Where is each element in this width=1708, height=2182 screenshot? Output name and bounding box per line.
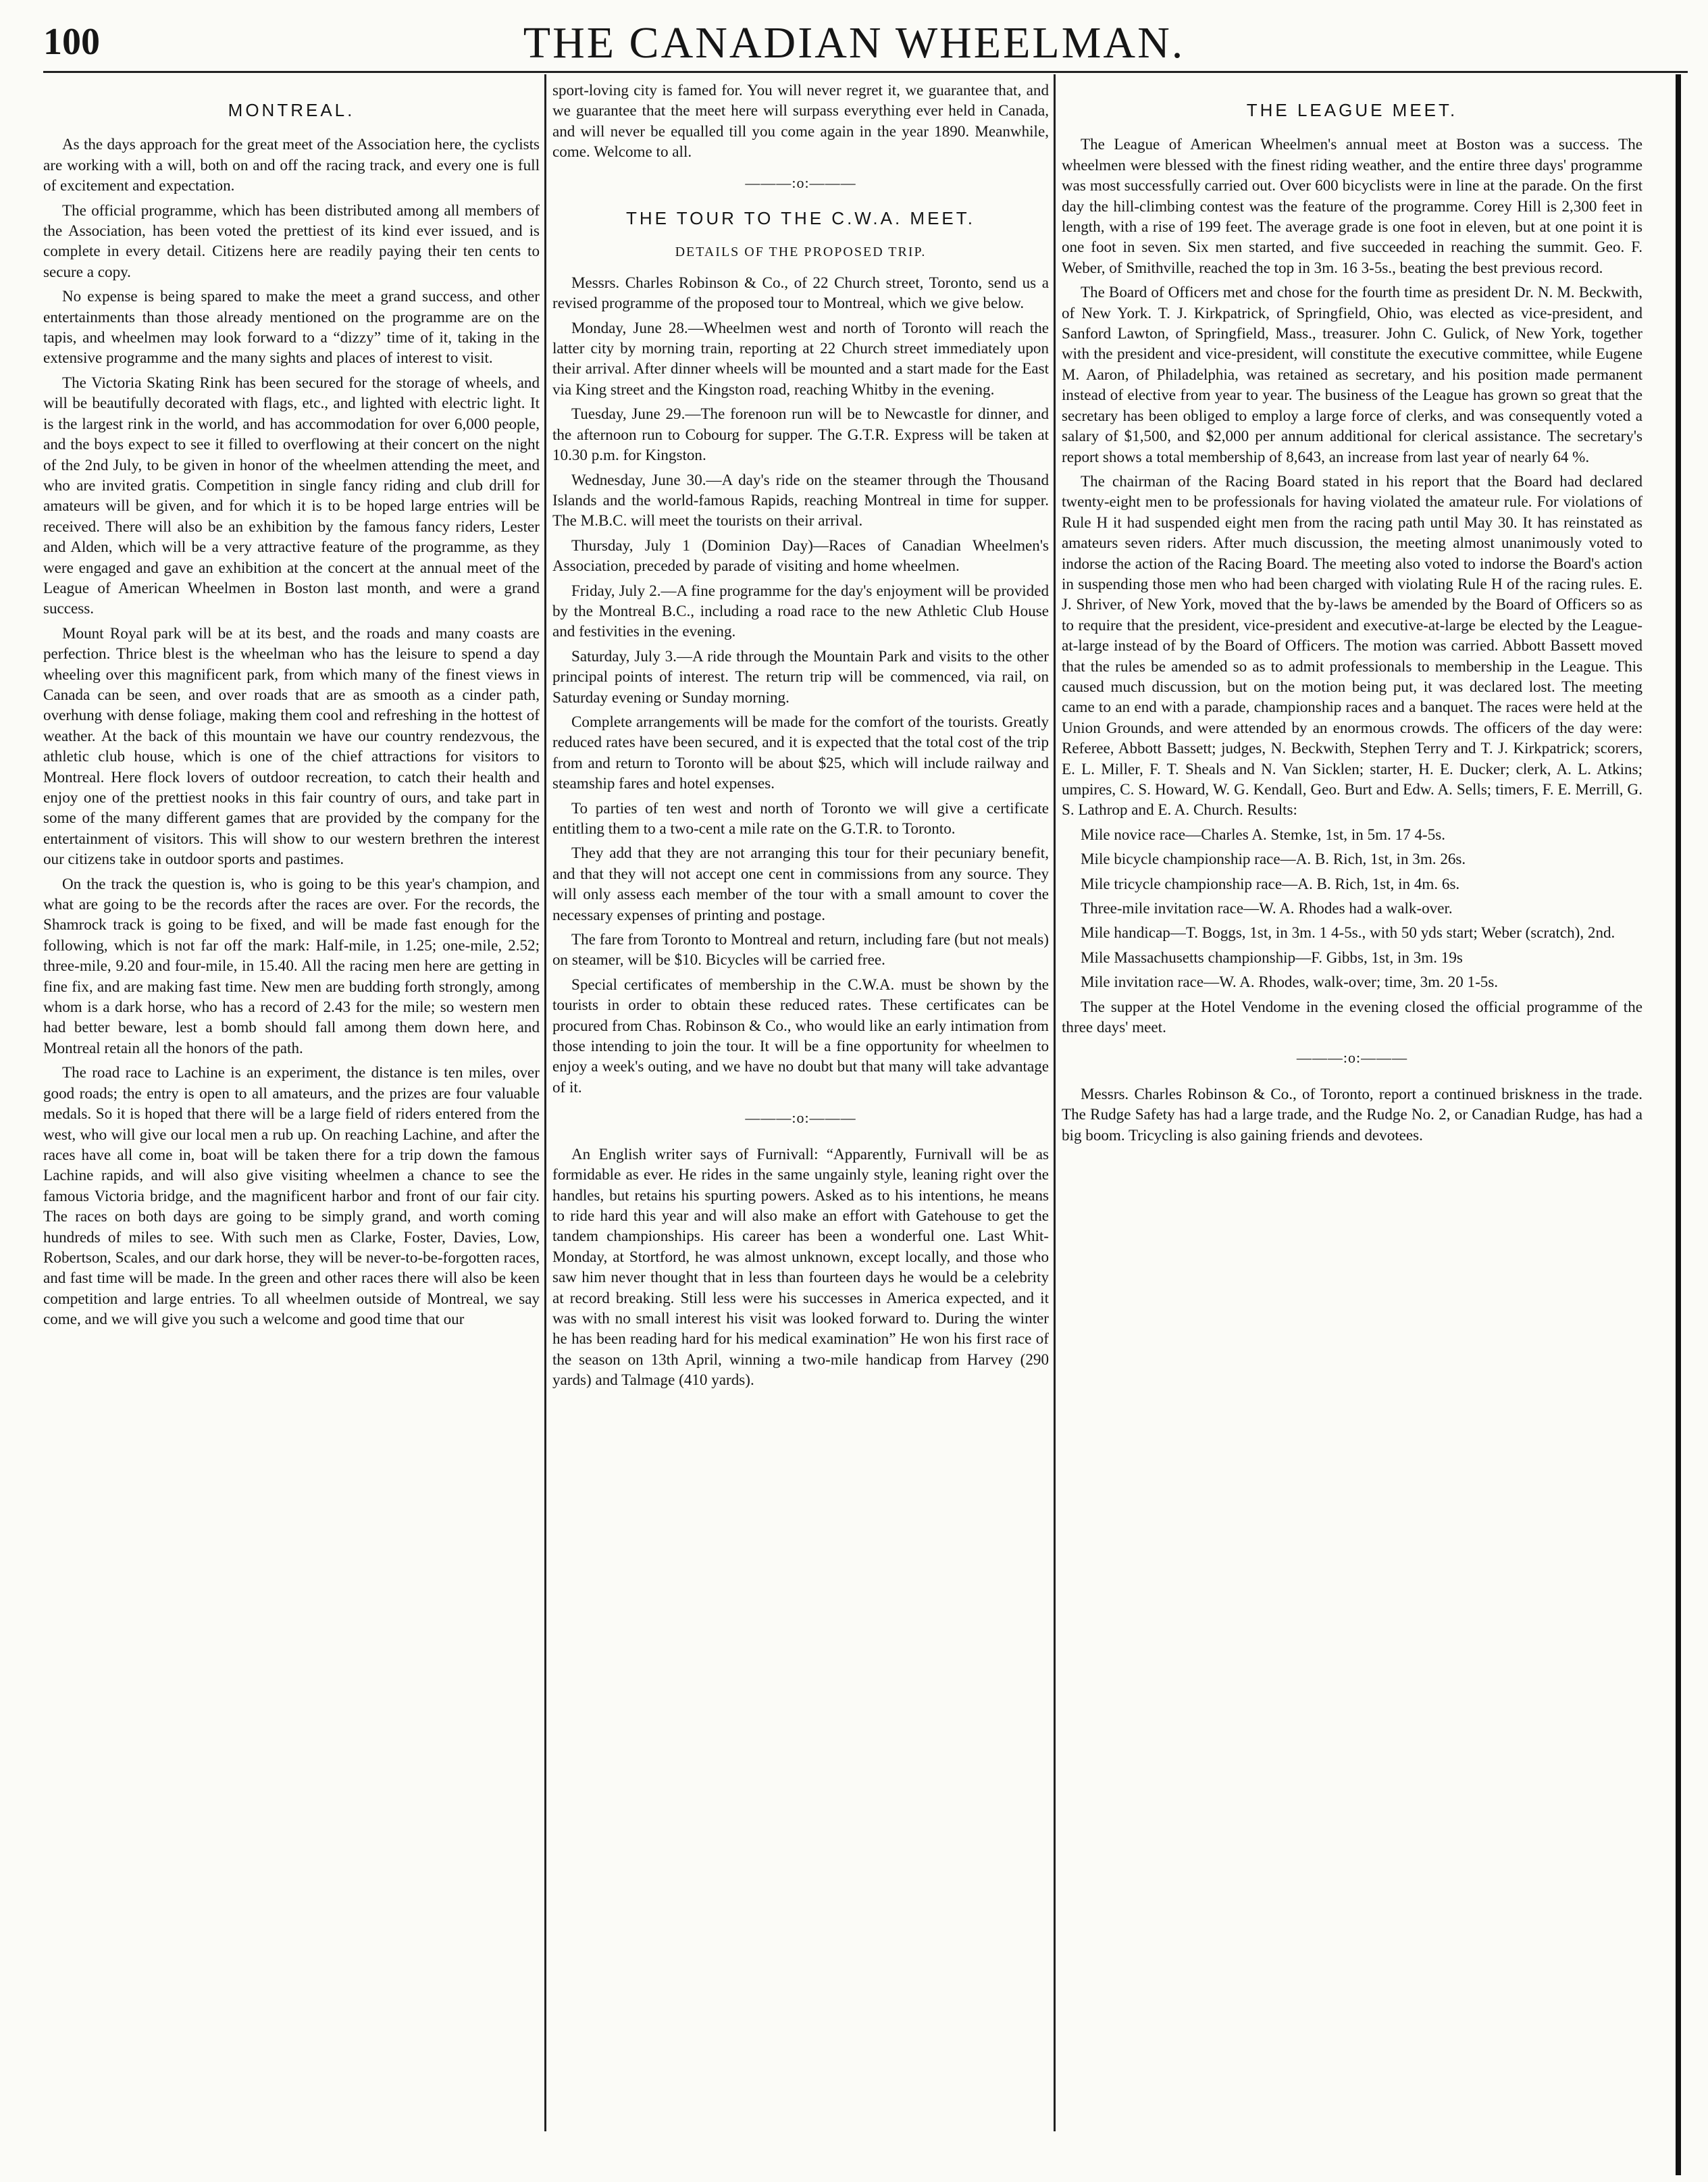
paragraph: The road race to Lachine is an experiment, the distance is ten miles, over good roads; the entry is open to all amateurs, and the prizes are four valuable medals. So it is hoped that there will be a large field of riders entered from the west, who will give our local men a rub up. On reaching Lachine, and after the races have all come in, boat will be taken there for a trip down the famous Lachine rapids, and will also give visiting wheelmen a chance to see the famous Victoria bridge, and the magnificent harbor and front of our fair city. The races on both days are going to be simply grand, and worth coming hundreds of miles to see. With such men as Clarke, Foster, Davies, Low, Robertson, Scales, and our dark horse, they will be never-to-be-forgotten races, and fast time will be made. In the green and other races there will also be keen competition and large entries. To all wheelmen outside of Montreal, we say come, and we will give you such a welcome and good time that our	[43, 1063, 540, 1328]
page-edge-rule	[1676, 74, 1681, 2175]
section-subheading: DETAILS OF THE PROPOSED TRIP.	[675, 245, 927, 260]
paragraph: Tuesday, June 29.—The forenoon run will be to Newcastle for dinner, and the afternoon run to Cobourg for supper. The G.T.R. Express will be taken at 10.30 p.m. for Kingston.	[552, 405, 1049, 464]
separator: ———:o:———	[745, 174, 856, 191]
paragraph: sport-loving city is famed for. You will never regret it, we guarantee that, and we guarantee that the meet here will surpass everything ever held in Canada, and will never be equalled till you come again in the year 1890. Meanwhile, come. Welcome to all.	[552, 81, 1049, 161]
section-heading-league: THE LEAGUE MEET.	[1246, 100, 1458, 120]
paragraph: Friday, July 2.—A fine programme for the day's enjoyment will be provided by the Montreal B.C., including a road race to the new Athletic Club House and festivities in the evening.	[552, 581, 1049, 640]
column-tour	[552, 80, 1049, 2113]
header-rule	[43, 71, 1688, 73]
paragraph: The fare from Toronto to Montreal and return, including fare (but not meals) on steamer, will be $10. Bicycles will be carried free.	[552, 930, 1049, 969]
separator: ———:o:———	[745, 1109, 856, 1127]
paragraph: On the track the question is, who is going to be this year's champion, and what are going to be the records after the races are over. For the records, the Shamrock track is going to be fixed, and will be made fast enough for the following, which is not far off the mark: Half-mile, in 1.25; one-mile, 2.52; three-mile, 9.20 and four-mile, in 15.40. All the racing men here are getting in fine fix, and are making fast time. New men are budding forth strongly, among whom is a dark horse, who has a record of 2.43 for the mile; so western men had better beware, lest a bomb should fall among them down here, and Montreal retain all the honors of the path.	[43, 874, 540, 1057]
paragraph: Wednesday, June 30.—A day's ride on the steamer through the Thousand Islands and the world-famous Rapids, reaching Montreal in time for supper. The M.B.C. will meet the tourists on their arrival.	[552, 470, 1049, 530]
paragraph: Mount Royal park will be at its best, and the roads and many coasts are perfection. Thrice blest is the wheelman who has the leisure to spend a day wheeling over this magnificent park, from which many of the finest views in Canada can be seen, and over roads that are as smooth as a cinder path, overhung with dense foliage, making them cool and refreshing in the hottest of weather. At the back of this mountain we have our country rendezvous, the athletic club house, which is one of the chief attractions for visitors to Montreal. Here flock lovers of outdoor recreation, to catch their health and enjoy one of the prettiest nooks in this fair country of ours, and take part in some of the many different games that are provided by the company for the entertainment of visitors. This will show to our western brethren the interest our citizens take in outdoor sports and pastimes.	[43, 624, 540, 868]
paragraph: Messrs. Charles Robinson & Co., of 22 Church street, Toronto, send us a revised programme of the proposed tour to Montreal, which we give below.	[552, 273, 1049, 312]
column-montreal	[43, 80, 540, 2113]
race-result: Mile Massachusetts championship—F. Gibbs, 1st, in 3m. 19s	[1081, 948, 1463, 966]
paragraph: Special certificates of membership in the C.W.A. must be shown by the tourists in order to obtain these reduced rates. These certificates can be procured from Chas. Robinson & Co., who would like an early intimation from those intending to join the tour. It will be a fine opportunity for wheelmen to enjoy a week's outing, and we have no doubt but that many will take advantage of it.	[552, 975, 1049, 1096]
paragraph: To parties of ten west and north of Toronto we will give a certificate entitling them to a two-cent a mile rate on the G.T.R. to Toronto.	[552, 798, 1049, 837]
paragraph: Messrs. Charles Robinson & Co., of Toronto, report a continued briskness in the trade. The Rudge Safety has had a large trade, and the Rudge No. 2, or Canadian Rudge, has had a big boom. Tricycling is also gaining friends and devotees.	[1062, 1084, 1642, 1144]
column-league-meet	[1062, 80, 1642, 2113]
race-result: Three-mile invitation race—W. A. Rhodes had a walk-over.	[1081, 899, 1453, 917]
page-number: 100	[43, 21, 100, 63]
paragraph: Saturday, July 3.—A ride through the Mountain Park and visits to the other principal points of interest. The return trip will be commenced, via rail, on Saturday evening or Sunday morning.	[552, 646, 1049, 706]
paragraph: Monday, June 28.—Wheelmen west and north of Toronto will reach the latter city by morning train, reporting at 22 Church street immediately upon their arrival. After dinner wheels will be mounted and a start made for the East via King street and the Kingston road, reaching Whitby in the evening.	[552, 318, 1049, 398]
race-result: Mile bicycle championship race—A. B. Rich, 1st, in 3m. 26s.	[1081, 850, 1466, 868]
paragraph: The Victoria Skating Rink has been secured for the storage of wheels, and will be beautifully decorated with flags, etc., and lighted with electric light. It is the largest rink in the world, and has accommodation for over 6,000 people, and the boys expect to see it filled to overflowing at their concert on the night of the 2nd July, to be given in honor of the wheelmen attending the meet, and who are invited gratis. Competition in single fancy riding and club drill for amateurs will be given, and for which it is to be hoped large entries will be received. There will also be an exhibition by the famous fancy riders, Lester and Alden, which will be a very attractive feature of the programme, as they were engaged and gave an exhibition at the concert at the annual meet of the League of American Wheelmen in Boston last month, and were a grand success.	[43, 373, 540, 617]
race-result: Mile handicap—T. Boggs, 1st, in 3m. 1 4-5s., with 50 yds start; Weber (scratch), 2nd.	[1081, 923, 1615, 942]
section-heading-montreal: MONTREAL.	[228, 100, 355, 120]
section-heading-tour: THE TOUR TO THE C.W.A. MEET.	[626, 208, 975, 229]
paragraph: Thursday, July 1 (Dominion Day)—Races of Canadian Wheelmen's Association, preceded by parade of visiting and home wheelmen.	[552, 536, 1049, 575]
race-result: Mile tricycle championship race—A. B. Rich, 1st, in 4m. 6s.	[1081, 874, 1460, 892]
column-rule-1	[544, 74, 546, 2131]
paragraph: The Board of Officers met and chose for the fourth time as president Dr. N. M. Beckwith, of New York. T. J. Kirkpatrick, of Springfield, Ohio, was elected as vice-president, and Sanford Lawton, of Springfield, Mass., treasurer. John C. Gulick, of New York, together with the president and vice-president, will constitute the executive committee, while Eugene M. Aaron, of Philadelphia, was retained as secretary, and his position made permanent instead of elective from year to year. The business of the League has grown so great that the secretary has been obliged to employ a large force of clerks, and was consequently voted a salary of $1,500, and $2,000 per annum additional for clerical assistance. The secretary's report shows a total membership of 8,643, an increase from last year of nearly 64 %.	[1062, 283, 1642, 465]
paragraph: They add that they are not arranging this tour for their pecuniary benefit, and that they will not accept one cent in commissions from any source. They will only assess each member of the tour with a small amount to cover the necessary expenses of printing and postage.	[552, 844, 1049, 923]
paragraph: Complete arrangements will be made for the comfort of the tourists. Greatly reduced rates have been secured, and it is expected that the total cost of the trip from and return to Toronto will be about $25, which will include railway and steamship fares and hotel expenses.	[552, 712, 1049, 792]
paragraph: As the days approach for the great meet of the Association here, the cyclists are working with a will, both on and off the racing track, and every one is full of excitement and expectation.	[43, 135, 540, 195]
race-result: Mile invitation race—W. A. Rhodes, walk-over; time, 3m. 20 1-5s.	[1081, 973, 1499, 991]
column-rule-2	[1054, 74, 1056, 2131]
paragraph: The official programme, which has been distributed among all members of the Association, has been voted the prettiest of its kind ever issued, and is complete in every detail. Citizens here are readily paying their ten cents to secure a copy.	[43, 201, 540, 280]
paragraph: The supper at the Hotel Vendome in the evening closed the official programme of the three days' meet.	[1062, 997, 1642, 1036]
paragraph: The chairman of the Racing Board stated in his report that the Board had declared twenty-eight men to be professionals for having violated the amateur rule. For violations of Rule H it had suspended eight men from the racing path until May 30. It has reinstated as amateurs seven riders. After much discussion, the meeting almost unanimously voted to indorse the action of the Racing Board. The meeting also voted to indorse the Board's action in suspending those men who had been charged with violating Rule H of the racing rules. E. J. Shriver, of New York, moved that the by-laws be amended by the Board of Officers so as to require that the president, vice-president and executive-at-large be elected by the League-at-large instead of by the Board of Officers. The motion was carried. Abbott Bassett moved that the rules be amended so as to admit professionals to membership in the League. This caused much discussion, but on the motion being put, it was declared lost. The meeting came to an end with a parade, championship races and a banquet. The races were held at the Union Grounds, and were attended by an enormous crowds. The officers of the day were: Referee, Abbott Bassett; judges, N. Beckwith, Stephen Terry and T. J. Kirkpatrick; scorers, E. L. Miller, F. T. Sheals and N. Van Sicklen; starter, H. E. Ducker; clerk, A. L. Atkins; umpires, C. S. Howard, W. G. Kendall, Geo. Burt and Edw. A. Sells; timers, F. E. Merrill, G. S. Lathrop and E. A. Church. Results:	[1062, 472, 1642, 819]
race-result: Mile novice race—Charles A. Stemke, 1st, in 5m. 17 4-5s.	[1081, 825, 1446, 843]
masthead-title: THE CANADIAN WHEELMAN.	[523, 18, 1185, 68]
separator: ———:o:———	[1296, 1049, 1408, 1067]
paragraph: An English writer says of Furnivall: “Apparently, Furnivall will be as formidable as ever. He rides in the same ungainly style, leaning right over the handles, but retains his spurting powers. Asked as to his intentions, he means to ride hard this year and will also make an effort with Gatehouse to get the tandem championships. His career has been a wonderful one. Last Whit-Monday, at Stortford, he was almost unknown, except locally, and those who saw him never thought that in less than fourteen days he would be a celebrity at record breaking. Still less were his successes in America expected, and it was with no small interest his visit was looked forward to. During the winter he has been reading hard for his medical examination” He won his first race of the season on 13th April, winning a two-mile handicap from Harvey (290 yards) and Talmage (410 yards).	[552, 1144, 1049, 1389]
paragraph: The League of American Wheelmen's annual meet at Boston was a success. The wheelmen were blessed with the finest riding weather, and the entire three days' programme was most successfully carried out. Over 600 bicyclists were in line at the parade. On the first day the hill-climbing contest was the feature of the programme. Corey Hill is 2,300 feet in length, with a rise of 199 feet. The average grade is one foot in eleven, but at one point it is one foot in seven. Six men started, and five succeeded in reaching the summit. Geo. F. Weber, of Smithville, reached the top in 3m. 16 3-5s., beating the best previous record.	[1062, 135, 1642, 276]
paragraph: No expense is being spared to make the meet a grand success, and other entertainments than those already mentioned on the programme are on the tapis, and wheelmen may look forward to a “dizzy” time of it, taking in the extensive programme and the many sights and places of interest to visit.	[43, 287, 540, 367]
